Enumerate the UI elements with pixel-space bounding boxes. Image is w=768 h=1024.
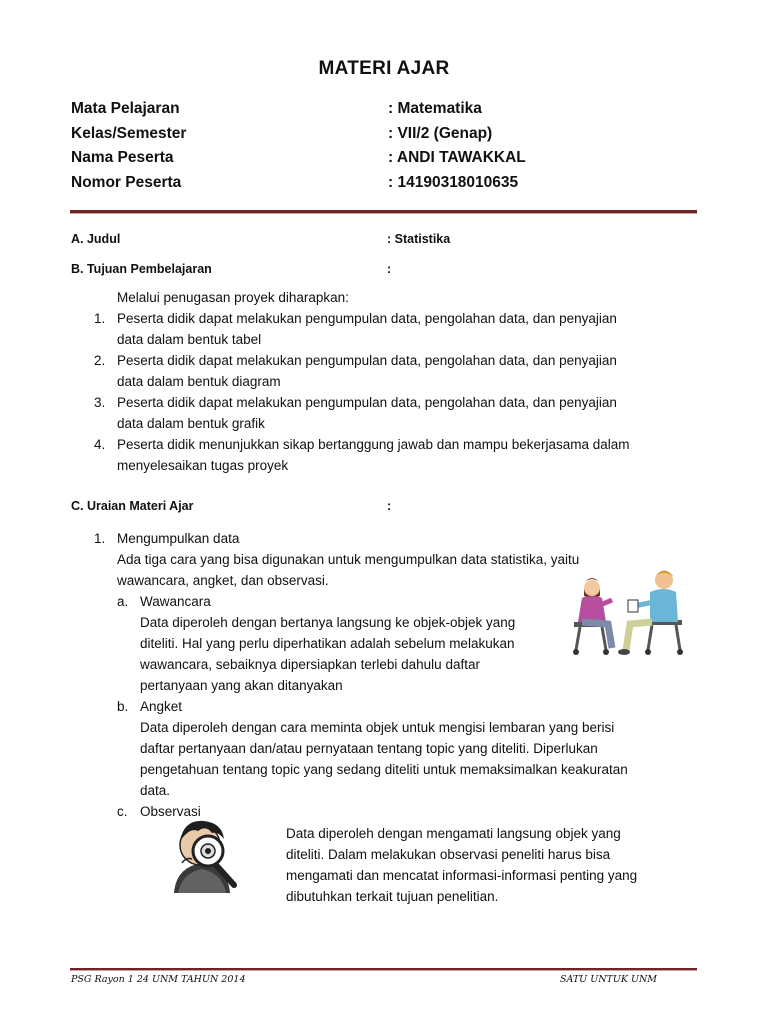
- observasi-line: mengamati dan mencatat informasi-informasi penting yang: [286, 868, 638, 883]
- tujuan-intro: Melalui penugasan proyek diharapkan:: [117, 290, 349, 305]
- section-a-label: A. Judul: [71, 232, 121, 246]
- tujuan-item-line: menyelesaikan tugas proyek: [117, 458, 289, 473]
- meta-label-class: Kelas/Semester: [71, 125, 187, 142]
- meta-label-subject: Mata Pelajaran: [71, 100, 180, 117]
- observasi-line: dibutuhkan terkait tujuan penelitian.: [286, 889, 499, 904]
- tujuan-item-number: 1.: [94, 311, 106, 326]
- footer-divider: [70, 968, 697, 971]
- uraian-heading: Mengumpulkan data: [117, 531, 240, 546]
- angket-line: Data diperoleh dengan cara meminta objek untuk mengisi lembaran yang berisi: [140, 720, 615, 735]
- meta-label-name: Nama Peserta: [71, 149, 174, 166]
- tujuan-item-line: Peserta didik dapat melakukan pengumpulan data, pengolahan data, dan penyajian: [117, 353, 617, 368]
- meta-label-number: Nomor Peserta: [71, 174, 182, 191]
- tujuan-item-line: data dalam bentuk grafik: [117, 416, 265, 431]
- tujuan-item-line: Peserta didik dapat melakukan pengumpulan data, pengolahan data, dan penyajian: [117, 395, 617, 410]
- header-divider: [70, 210, 697, 214]
- angket-line: data.: [140, 783, 171, 798]
- section-c-value: :: [387, 499, 392, 513]
- tujuan-item-line: data dalam bentuk tabel: [117, 332, 262, 347]
- meta-value-number: : 14190318010635: [388, 174, 519, 191]
- wawancara-line: Data diperoleh dengan bertanya langsung ke objek-objek yang: [140, 615, 516, 630]
- uraian-intro-line: wawancara, angket, dan observasi.: [117, 573, 329, 588]
- wawancara-line: wawancara, sebaiknya dipersiapkan terlebi dahulu daftar: [140, 657, 480, 672]
- meta-value-subject: : Matematika: [388, 100, 482, 117]
- observasi-line: Data diperoleh dengan mengamati langsung objek yang: [286, 826, 621, 841]
- uraian-number: 1.: [94, 531, 106, 546]
- tujuan-item-line: Peserta didik menunjukkan sikap bertanggung jawab dan mampu bekerjasama dalam: [117, 437, 630, 452]
- angket-line: daftar pertanyaan dan/atau pernyataan tentang topic yang diteliti. Diperlukan: [140, 741, 598, 756]
- tujuan-item-line: data dalam bentuk diagram: [117, 374, 281, 389]
- observasi-marker: c.: [117, 804, 128, 819]
- angket-line: pengetahuan tentang topic yang sedang diteliti untuk memaksimalkan keakuratan: [140, 762, 628, 777]
- section-c-label: C. Uraian Materi Ajar: [71, 499, 194, 513]
- tujuan-item-number: 3.: [94, 395, 106, 410]
- footer-right: SATU UNTUK UNM: [560, 974, 658, 985]
- tujuan-item-line: Peserta didik dapat melakukan pengumpulan data, pengolahan data, dan penyajian: [117, 311, 617, 326]
- section-b-value: :: [387, 262, 392, 276]
- section-a-value: : Statistika: [387, 232, 451, 246]
- tujuan-item-number: 4.: [94, 437, 106, 452]
- footer-left: PSG Rayon 1 24 UNM TAHUN 2014: [71, 974, 246, 985]
- page-title: MATERI AJAR: [318, 58, 450, 79]
- angket-marker: b.: [117, 699, 129, 714]
- wawancara-line: pertanyaan yang akan ditanyakan: [140, 678, 343, 693]
- wawancara-line: diteliti. Hal yang perlu diperhatikan adalah sebelum melakukan: [140, 636, 515, 651]
- wawancara-title: Wawancara: [140, 594, 211, 609]
- wawancara-marker: a.: [117, 594, 129, 609]
- section-b-label: B. Tujuan Pembelajaran: [71, 262, 212, 276]
- magnifier-illustration: [164, 815, 246, 897]
- tujuan-item-number: 2.: [94, 353, 106, 368]
- meta-value-name: : ANDI TAWAKKAL: [388, 149, 526, 166]
- meta-value-class: : VII/2 (Genap): [388, 125, 493, 142]
- observasi-title: Observasi: [140, 804, 201, 819]
- interview-illustration: [570, 566, 692, 658]
- angket-title: Angket: [140, 699, 183, 714]
- observasi-line: diteliti. Dalam melakukan observasi peneliti harus bisa: [286, 847, 611, 862]
- uraian-intro-line: Ada tiga cara yang bisa digunakan untuk mengumpulkan data statistika, yaitu: [117, 552, 580, 567]
